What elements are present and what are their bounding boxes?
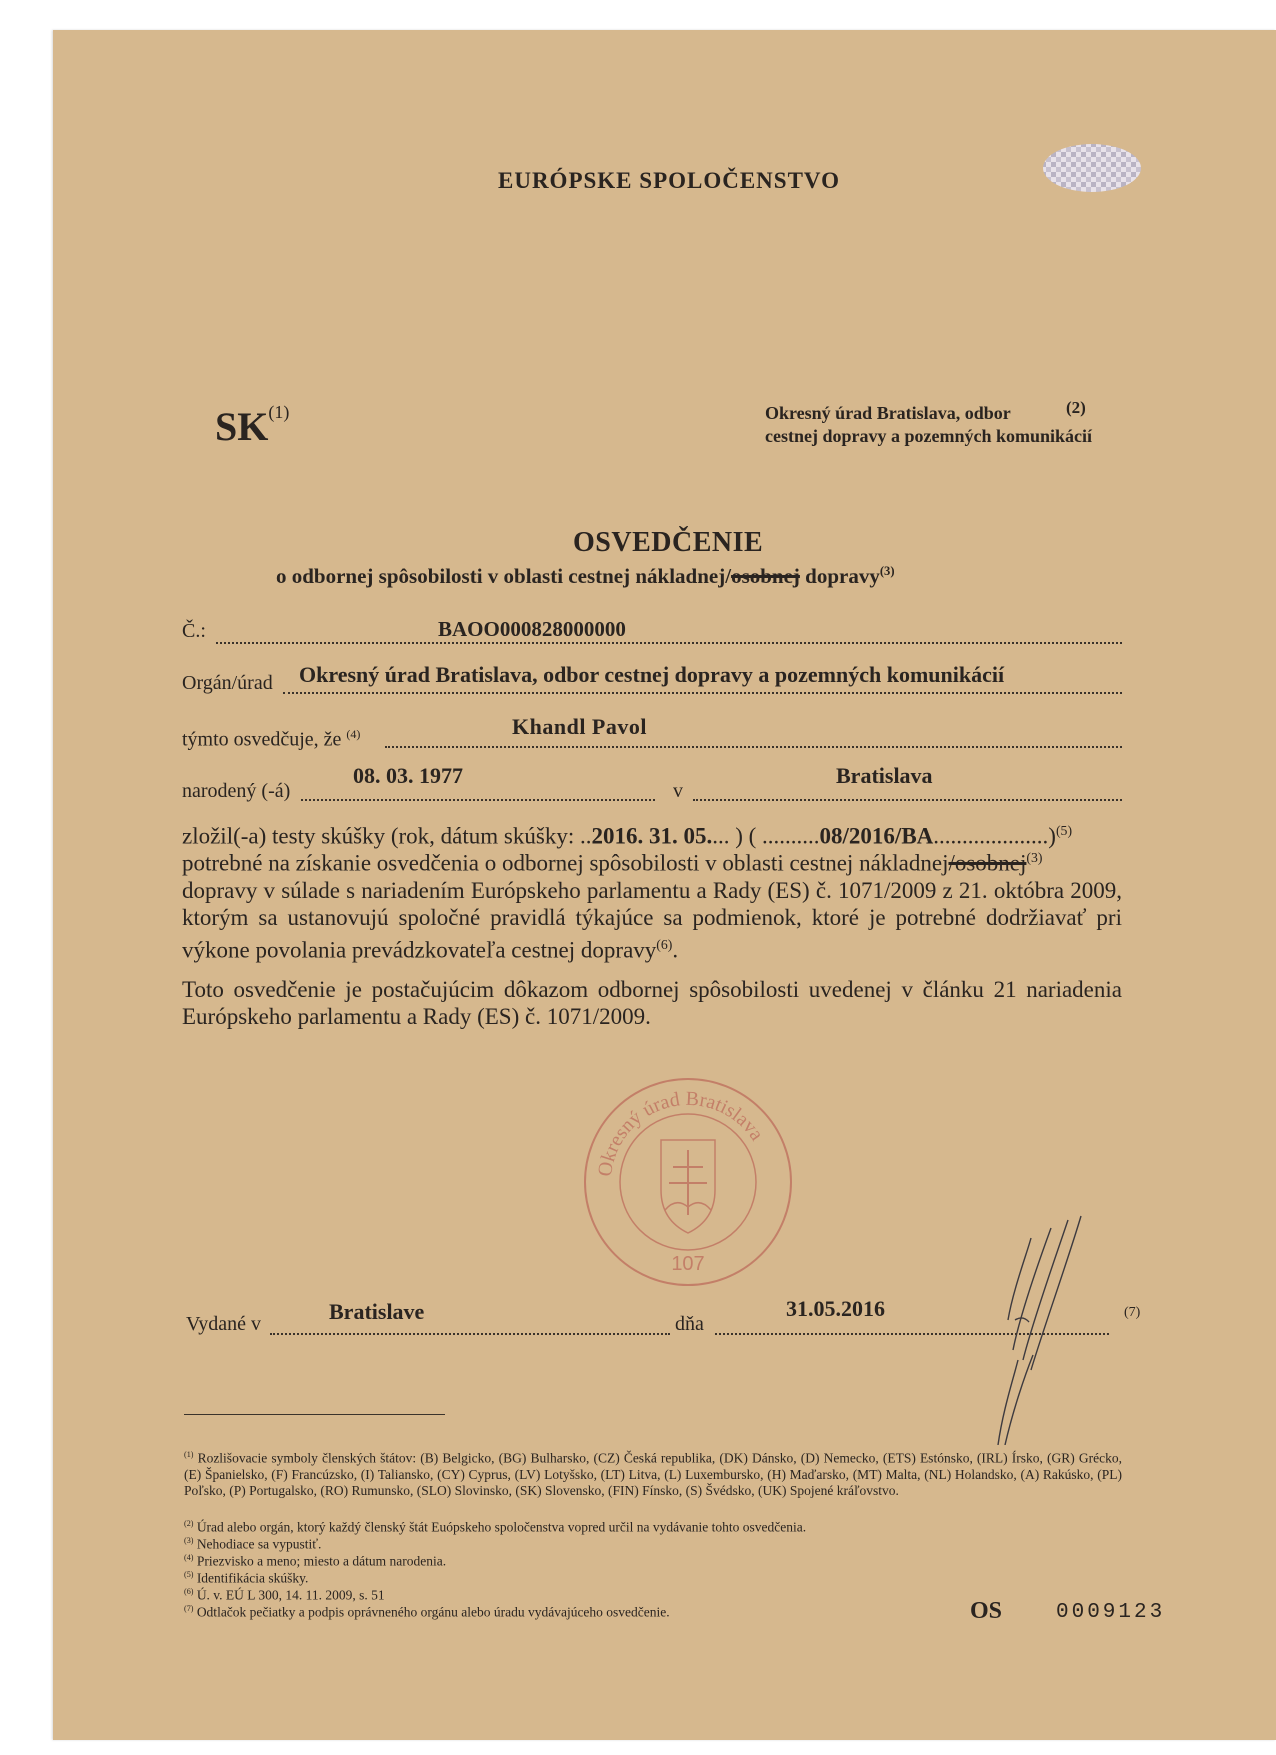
certifies-ref: (4) [346, 727, 361, 741]
p1-line2-ref: (3) [1026, 850, 1043, 865]
footnote-divider [184, 1414, 445, 1415]
birth-date-dots [301, 799, 655, 801]
footnote-1-text: Rozlišovacie symboly členských štátov: (B) Belgicko, (BG) Bulharsko, (CZ) Česká republika, (DK) Dánsko, (D) Nemecko, (ETS) Estónsko, (IRL) Írsko, (GR) Grécko, (E) Španielsko, (F) Francúzsko, (I) Taliansko, (CY) Cyprus, (LV) Lotyšsko, (LT) Litva, (L) Luxembursko, (H) Maďarsko, (MT) Malta, (NL) Holandsko, (A) Rakúsko, (PL) Poľsko, (P) Portugalsko, (RO) Rumunsko, (SLO) Slovinsko, (SK) Slovensko, (FIN) Fínsko, (S) Švédsko, (UK) Spojené kráľovstvo. [184, 1450, 1122, 1498]
subtitle-text: o odbornej spôsobilosti v oblasti cestnej nákladnej/ [276, 564, 732, 588]
issued-date-value: 31.05.2016 [786, 1296, 885, 1321]
exam-id: 08/2016/BA [819, 823, 934, 849]
number-value: BAOO000828000000 [438, 617, 626, 641]
issued-place-dots [270, 1333, 670, 1335]
footnote-3-text: Nehodiace sa vypustiť. [196, 1536, 322, 1552]
footnote-1 [184, 1447, 1122, 1499]
country-code [215, 402, 289, 450]
footnote-7-text: Odtlačok pečiatky a podpis oprávneného orgánu alebo úradu vydávajúceho osvedčenie. [196, 1604, 670, 1620]
birth-date: 08. 03. 1977 [353, 763, 463, 788]
issuer-line2: cestnej dopravy a pozemných komunikácií [765, 426, 1093, 446]
signature [953, 1210, 1143, 1445]
footnote-7 [184, 1601, 670, 1621]
certifies-label [182, 727, 360, 752]
p1-line2 [182, 850, 1043, 877]
p1-line2-struck: /osobnej [948, 850, 1027, 876]
footnote-6-text: Ú. v. EÚ L 300, 14. 11. 2009, s. 51 [196, 1587, 385, 1603]
number-dots [216, 642, 1122, 644]
issued-place-value: Bratislave [329, 1299, 425, 1324]
exam-mid: ... ) ( .......... [712, 823, 820, 849]
footnote-1-ref: (1) [184, 1450, 194, 1459]
subtitle-ref: (3) [879, 564, 895, 578]
authority-label: Orgán/úrad [182, 672, 273, 694]
document-subtitle [276, 564, 895, 589]
footnote-6-ref: (6) [184, 1587, 194, 1596]
in-label: v [673, 780, 683, 802]
birth-place-dots [693, 799, 1122, 801]
country-code-ref: (1) [268, 402, 290, 422]
born-label: narodený (-á) [182, 780, 291, 802]
footnote-4-ref: (4) [184, 1553, 194, 1562]
official-stamp [581, 1075, 795, 1289]
exam-line [182, 823, 1072, 850]
exam-date: 2016. 31. 05. [591, 823, 713, 849]
footnote-2-ref: (2) [184, 1519, 194, 1528]
hologram-seal [1041, 142, 1143, 194]
community-title: EURÓPSKE SPOLOČENSTVO [498, 168, 840, 193]
footnote-4-text: Priezvisko a meno; miesto a dátum narodenia. [196, 1553, 447, 1569]
footnote-5-text: Identifikácia skúšky. [196, 1570, 309, 1586]
footnote-3-ref: (3) [184, 1536, 194, 1545]
exam-prefix: zložil(-a) testy skúšky (rok, dátum skúšky: .. [182, 823, 592, 849]
certificate-sheet [53, 30, 1276, 1740]
certifies-text: týmto osvedčuje, že [182, 728, 342, 751]
issued-place-label: Vydané v [186, 1313, 261, 1335]
authority-value: Okresný úrad Bratislava, odbor cestnej dopravy a pozemných komunikácií [299, 662, 1005, 687]
number-label: Č.: [182, 620, 206, 642]
issuer-ref: (2) [1066, 398, 1086, 417]
footnote-2-text: Úrad alebo orgán, ktorý každý členský štát Euópskeho spoločenstva vopred určil na vydávanie tohto osvedčenia. [196, 1519, 807, 1535]
footnote-5-ref: (5) [184, 1570, 194, 1579]
serial-number: 0009123 [1056, 1601, 1166, 1624]
authority-dots [283, 692, 1122, 694]
p1-ref: (6) [656, 937, 673, 952]
subtitle-struck: osobnej [731, 564, 800, 588]
document-title: OSVEDČENIE [573, 527, 764, 558]
p1-rest: dopravy v súlade s nariadením Európskeho parlamentu a Rady (ES) č. 1071/2009 z 21. októbra 2009, ktorým sa ustanovujú spoločné pravidlá týkajúce sa podmienok, ktoré je potrebné dodržiavať pri výkone povolania prevádzkovateľa cestnej dopravy [182, 878, 1122, 963]
issued-ref: (7) [1124, 1305, 1141, 1320]
paragraph-2: Toto osvedčenie je postačujúcim dôkazom odbornej spôsobilosti uvedenej v článku 21 nariadenia Európskeho parlamentu a Rady (ES) č. 1071/2009. [182, 977, 1122, 1029]
country-code-text: SK [215, 404, 269, 449]
issuer-line1: Okresný úrad Bratislava, odbor [765, 403, 1011, 423]
holder-dots [385, 746, 1122, 748]
footnote-7-ref: (7) [184, 1604, 194, 1613]
exam-ref: (5) [1055, 823, 1073, 838]
issued-date-label: dňa [675, 1313, 704, 1335]
paragraph-1: dopravy v súlade s nariadením Európskeho parlamentu a Rady (ES) č. 1071/2009 z 21. októbra 2009, ktorým sa ustanovujú spoločné pravidlá týkajúce sa podmienok, ktoré je potrebné dodržiavať pri výkone povolania prevádzkovateľa cestnej dopravy$^{(6)}$. [182, 878, 1122, 963]
subtitle-text-end: dopravy [799, 564, 880, 588]
stamp-number: 107 [671, 1253, 705, 1275]
p1-line2-text: potrebné na získanie osvedčenia o odbornej spôsobilosti v oblasti cestnej nákladnej [182, 850, 949, 876]
issued-date-dots [715, 1333, 1109, 1335]
serial-prefix: OS [970, 1598, 1003, 1624]
exam-suffix: ....................) [933, 823, 1056, 849]
birth-place: Bratislava [836, 763, 933, 788]
stamp-text: Okresný úrad Bratislava [594, 1087, 768, 1178]
holder-name: Khandl Pavol [512, 714, 647, 739]
